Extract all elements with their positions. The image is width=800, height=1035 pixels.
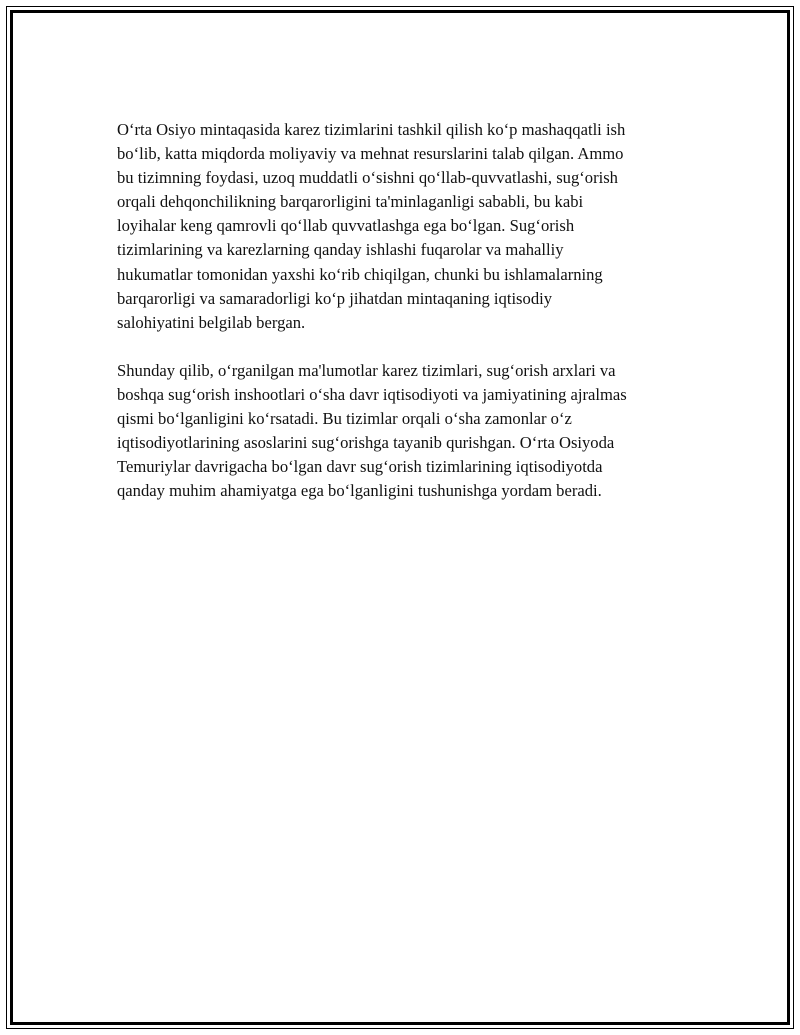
text-line: boshqa sug‘orish inshootlari o‘sha davr iqtisodiyoti va jamiyatining ajralmas — [117, 384, 627, 404]
text-line: salohiyatini belgilab bergan. — [117, 312, 306, 332]
text-line: qismi bo‘lganligini ko‘rsatadi. Bu tizimlar orqali o‘sha zamonlar o‘z — [117, 409, 572, 429]
text-line: orqali dehqonchilikning barqarorligini ta'minlaganligi sababli, bu kabi — [117, 192, 584, 212]
text-line: barqarorligi va samaradorligi ko‘p jihatdan mintaqaning iqtisodiy — [117, 288, 553, 308]
text-line: Shunday qilib, o‘rganilgan ma'lumotlar karez tizimlari, sug‘orish arxlari va — [117, 360, 616, 380]
text-line: bo‘lib, katta miqdorda moliyaviy va mehnat resurslarini talab qilgan. Ammo — [117, 144, 624, 164]
text-line: qanday muhim ahamiyatga ega bo‘lganligini tushunishga yordam beradi. — [117, 481, 602, 501]
text-line: tizimlarining va karezlarning qanday ishlashi fuqarolar va mahalliy — [117, 240, 564, 260]
text-line: iqtisodiyotlarining asoslarini sug‘orishga tayanib qurishgan. O‘rta Osiyoda — [117, 433, 615, 453]
paragraph-2 — [117, 359, 692, 504]
text-line: loyihalar keng qamrovli qo‘llab quvvatlashga ega bo‘lgan. Sug‘orish — [117, 216, 575, 236]
text-line: Temuriylar davrigacha bo‘lgan davr sug‘orish tizimlarining iqtisodiyotda — [117, 457, 603, 477]
text-line: O‘rta Osiyo mintaqasida karez tizimlarini tashkil qilish ko‘p mashaqqatli ish — [117, 120, 626, 139]
text-line: bu tizimning foydasi, uzoq muddatli o‘sishni qo‘llab-quvvatlashi, sug‘orish — [117, 168, 618, 188]
paragraph-1 — [117, 118, 692, 335]
document-body — [117, 118, 692, 503]
text-line: hukumatlar tomonidan yaxshi ko‘rib chiqilgan, chunki bu ishlamalarning — [117, 264, 603, 284]
